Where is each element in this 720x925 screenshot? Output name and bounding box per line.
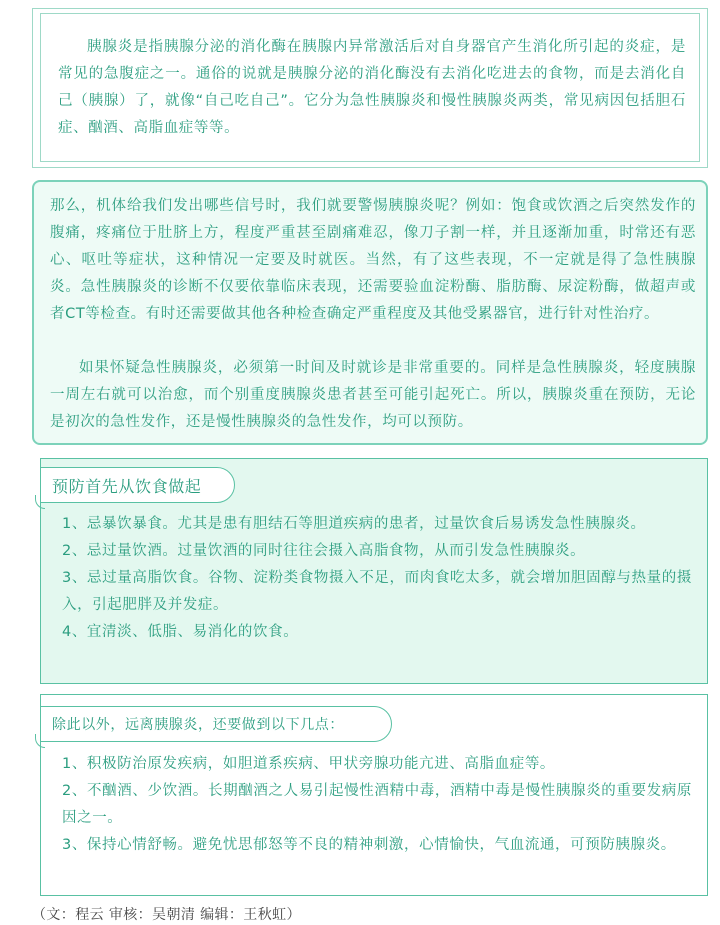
diet-heading: 预防首先从饮食做起: [52, 476, 202, 496]
list-item: 1、忌暴饮暴食。尤其是患有胆结石等胆道疾病的患者，过量饮食后易诱发急性胰腺炎。: [62, 516, 646, 532]
other-heading: 除此以外，远离胰腺炎，还要做到以下几点：: [52, 717, 344, 733]
diet-list: [62, 511, 692, 646]
warning-paragraph-1: 那么，机体给我们发出哪些信号时，我们就要警惕胰腺炎呢？例如：饱食或饮酒之后突然发作的腹痛，疼痛位于肚脐上方，程度严重甚至剧痛难忍，像刀子割一样，并且逐渐加重，时常还有恶心、呕吐等症状，这种情况一定要及时就医。当然，有了这些表现，不一定就是得了急性胰腺炎。急性胰腺炎的诊断不仅要依靠临床表现，还需要验血淀粉酶、脂肪酶、尿淀粉酶，做超声或者CT等检查。有时还需要做其他各种检查确定严重程度及其他受累器官，进行针对性治疗。: [50, 198, 696, 322]
list-item: 4、宜清淡、低脂、易消化的饮食。: [62, 624, 299, 640]
other-list: [62, 751, 692, 859]
list-item: 1、积极防治原发疾病，如胆道系疾病、甲状旁腺功能亢进、高脂血症等。: [62, 756, 556, 772]
list-item: 2、不酗酒、少饮酒。长期酗酒之人易引起慢性酒精中毒，酒精中毒是慢性胰腺炎的重要发病原因之一。: [62, 783, 692, 826]
diet-heading-tab: [40, 467, 235, 503]
other-heading-tab: [40, 706, 392, 742]
intro-paragraph: 胰腺炎是指胰腺分泌的消化酶在胰腺内异常激活后对自身器官产生消化所引起的炎症，是常见的急腹症之一。通俗的说就是胰腺分泌的消化酶没有去消化吃进去的食物，而是去消化自己（胰腺）了，就像“自己吃自己”。它分为急性胰腺炎和慢性胰腺炎两类，常见病因包括胆石症、酗酒、高脂血症等等。: [58, 39, 686, 136]
list-item: 3、保持心情舒畅。避免忧思郁怒等不良的精神刺激，心情愉快，气血流通，可预防胰腺炎。: [62, 837, 676, 853]
list-item: 3、忌过量高脂饮食。谷物、淀粉类食物摄入不足，而肉食吃太多，就会增加胆固醇与热量的摄入，引起肥胖及并发症。: [62, 570, 692, 613]
list-item: 2、忌过量饮酒。过量饮酒的同时往往会摄入高脂食物，从而引发急性胰腺炎。: [62, 543, 586, 559]
warning-paragraph-2: 如果怀疑急性胰腺炎，必须第一时间及时就诊是非常重要的。同样是急性胰腺炎，轻度胰腺一周左右就可以治愈，而个别重度胰腺炎患者甚至可能引起死亡。所以，胰腺炎重在预防，无论是初次的急性发作，还是慢性胰腺炎的急性发作，均可以预防。: [50, 360, 696, 430]
credit-line: （文：程云 审核：吴朝清 编辑：王秋虹）: [32, 907, 301, 923]
